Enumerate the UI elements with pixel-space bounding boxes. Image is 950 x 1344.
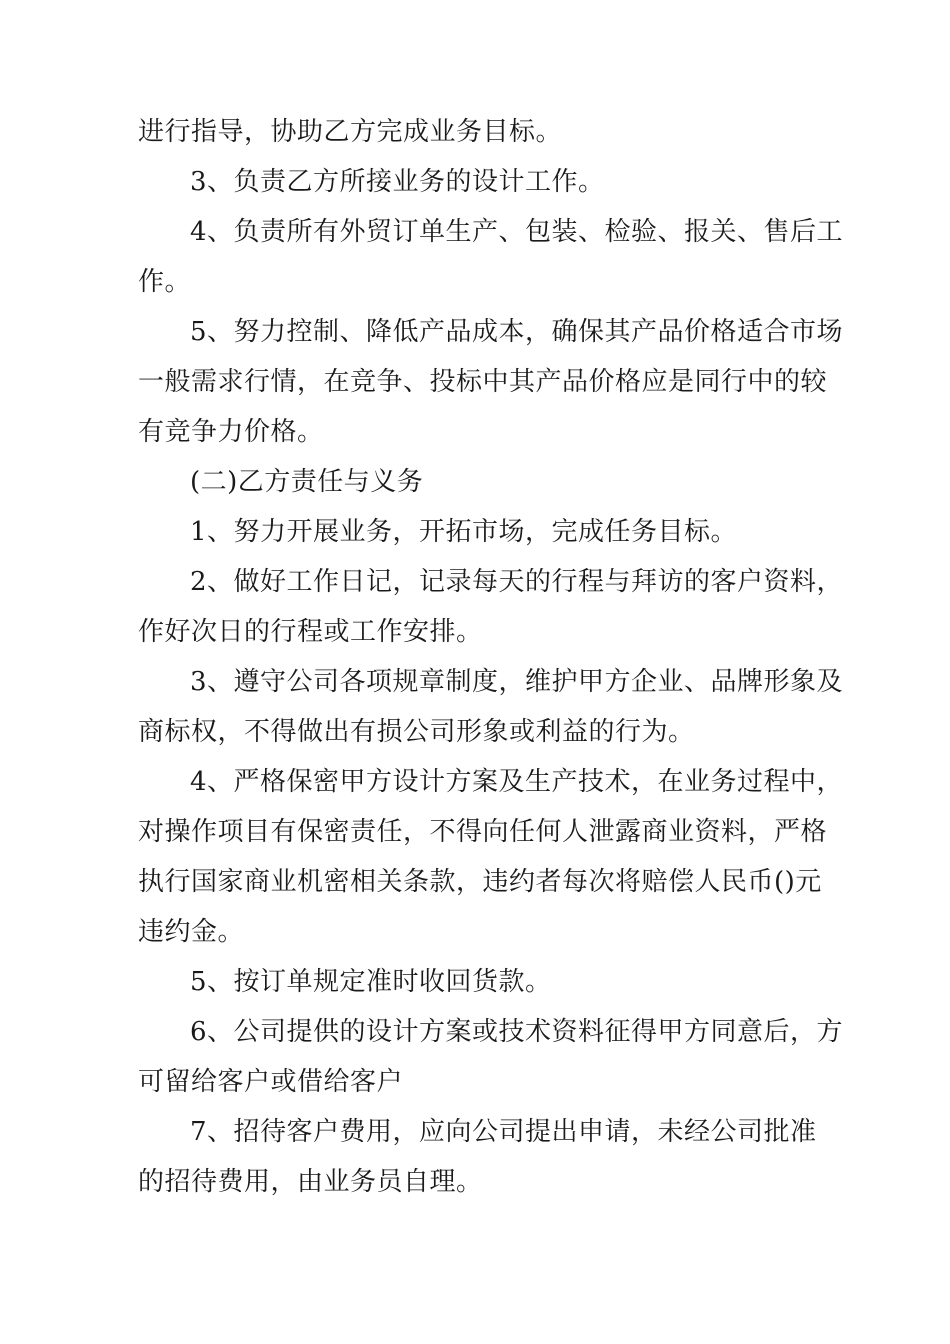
paragraph	[138, 207, 844, 307]
text-line: 的招待费用，由业务员自理。	[138, 1167, 483, 1197]
text-line: 一般需求行情，在竞争、投标中其产品价格应是同行中的较	[138, 367, 828, 397]
text-line: 对操作项目有保密责任，不得向任何人泄露商业资料，严格	[138, 817, 828, 847]
paragraph	[138, 157, 818, 207]
text-line: 3、负责乙方所接业务的设计工作。	[190, 167, 605, 197]
text-line: 违约金。	[138, 917, 245, 947]
text-line: 5、按订单规定准时收回货款。	[190, 967, 552, 997]
paragraph	[138, 507, 818, 557]
paragraph	[138, 657, 844, 757]
paragraph	[138, 957, 818, 1007]
text-line: (二)乙方责任与义务	[190, 467, 424, 497]
text-line: 3、遵守公司各项规章制度，维护甲方企业、品牌形象及	[190, 667, 844, 697]
paragraph	[138, 757, 844, 957]
text-line: 可留给客户或借给客户	[138, 1067, 404, 1097]
text-line: 5、努力控制、降低产品成本，确保其产品价格适合市场	[190, 317, 844, 347]
text-line: 2、做好工作日记，记录每天的行程与拜访的客户资料，	[190, 567, 844, 597]
text-line: 4、严格保密甲方设计方案及生产技术，在业务过程中，	[190, 767, 844, 797]
text-line: 有竞争力价格。	[138, 417, 324, 447]
text-line: 作。	[138, 267, 192, 297]
text-line: 进行指导，协助乙方完成业务目标。	[138, 117, 563, 147]
paragraph	[138, 107, 818, 157]
text-line: 作好次日的行程或工作安排。	[138, 617, 483, 647]
text-line: 执行国家商业机密相关条款，违约者每次将赔偿人民币()元	[138, 867, 822, 897]
text-line: 商标权，不得做出有损公司形象或利益的行为。	[138, 717, 695, 747]
paragraph	[138, 1007, 844, 1107]
text-line: 6、公司提供的设计方案或技术资料征得甲方同意后，方	[190, 1017, 844, 1047]
paragraph	[138, 457, 818, 507]
paragraph	[138, 557, 844, 657]
text-line: 4、负责所有外贸订单生产、包装、检验、报关、售后工	[190, 217, 844, 247]
document-body	[138, 107, 844, 1207]
text-line: 7、招待客户费用，应向公司提出申请，未经公司批准	[190, 1117, 817, 1147]
text-line: 1、努力开展业务，开拓市场，完成任务目标。	[190, 517, 738, 547]
paragraph	[138, 1107, 818, 1207]
paragraph	[138, 307, 844, 457]
